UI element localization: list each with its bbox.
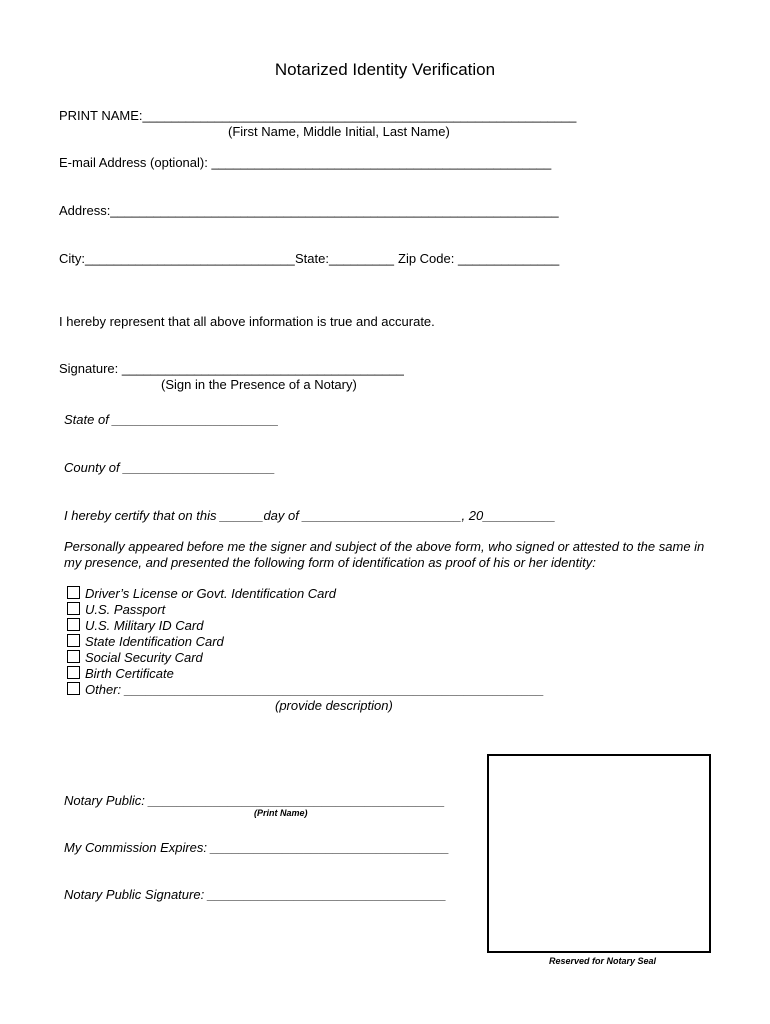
id-option-label: Other: __________________________________________________________ [85, 682, 545, 697]
print-name-hint: (First Name, Middle Initial, Last Name) [228, 124, 450, 139]
representation-statement: I hereby represent that all above information is true and accurate. [59, 314, 435, 329]
notary-public-name-field[interactable]: Notary Public: _________________________________________ [64, 793, 445, 808]
form-title: Notarized Identity Verification [274, 60, 496, 79]
print-name-field[interactable]: PRINT NAME:____________________________________________________________ [59, 108, 577, 123]
id-option-label: State Identification Card [85, 634, 224, 649]
checkbox-icon[interactable] [67, 602, 80, 615]
city-field[interactable]: City:_____________________________ [59, 251, 295, 266]
id-option-state-id[interactable] [67, 634, 224, 649]
appeared-statement-line-2: my presence, and presented the following form of identification as proof of his or her identity: [64, 555, 596, 570]
signature-field[interactable]: Signature: _______________________________________ [59, 361, 404, 376]
checkbox-icon[interactable] [67, 586, 80, 599]
checkbox-icon[interactable] [67, 682, 80, 695]
notary-seal-caption: Reserved for Notary Seal [549, 956, 657, 966]
checkbox-icon[interactable] [67, 666, 80, 679]
certify-date-field[interactable]: I hereby certify that on this ______day of ______________________, 20__________ [64, 508, 556, 523]
provide-description-hint: (provide description) [275, 698, 393, 713]
checkbox-icon[interactable] [67, 650, 80, 663]
notary-print-name-hint: (Print Name) [254, 808, 308, 818]
id-option-label: Driver’s License or Govt. Identification Card [85, 586, 336, 601]
id-option-social-security[interactable] [67, 650, 203, 665]
id-option-label: Social Security Card [85, 650, 203, 665]
notary-seal-box [487, 754, 711, 953]
notary-signature-field[interactable]: Notary Public Signature: _________________________________ [64, 887, 447, 902]
state-field[interactable]: State:_________ [295, 251, 395, 266]
signature-hint: (Sign in the Presence of a Notary) [161, 377, 357, 392]
id-option-label: U.S. Military ID Card [85, 618, 204, 633]
id-option-birth-certificate[interactable] [67, 666, 174, 681]
address-field[interactable]: Address:______________________________________________________________ [59, 203, 559, 218]
state-of-field[interactable]: State of _______________________ [64, 412, 279, 427]
appeared-statement-line-1: Personally appeared before me the signer and subject of the above form, who signed or attested to the same in [64, 539, 705, 554]
id-option-passport[interactable] [67, 602, 165, 617]
county-of-field[interactable]: County of _____________________ [64, 460, 276, 475]
checkbox-icon[interactable] [67, 618, 80, 631]
id-option-drivers-license[interactable] [67, 586, 336, 601]
zip-code-field[interactable]: Zip Code: ______________ [398, 251, 560, 266]
checkbox-icon[interactable] [67, 634, 80, 647]
id-option-label: U.S. Passport [85, 602, 166, 617]
commission-expires-field[interactable]: My Commission Expires: _________________________________ [64, 840, 450, 855]
email-field[interactable]: E-mail Address (optional): _______________________________________________ [59, 155, 552, 170]
id-option-label: Birth Certificate [85, 666, 174, 681]
id-option-other[interactable] [67, 682, 544, 697]
id-option-military-id[interactable] [67, 618, 203, 633]
